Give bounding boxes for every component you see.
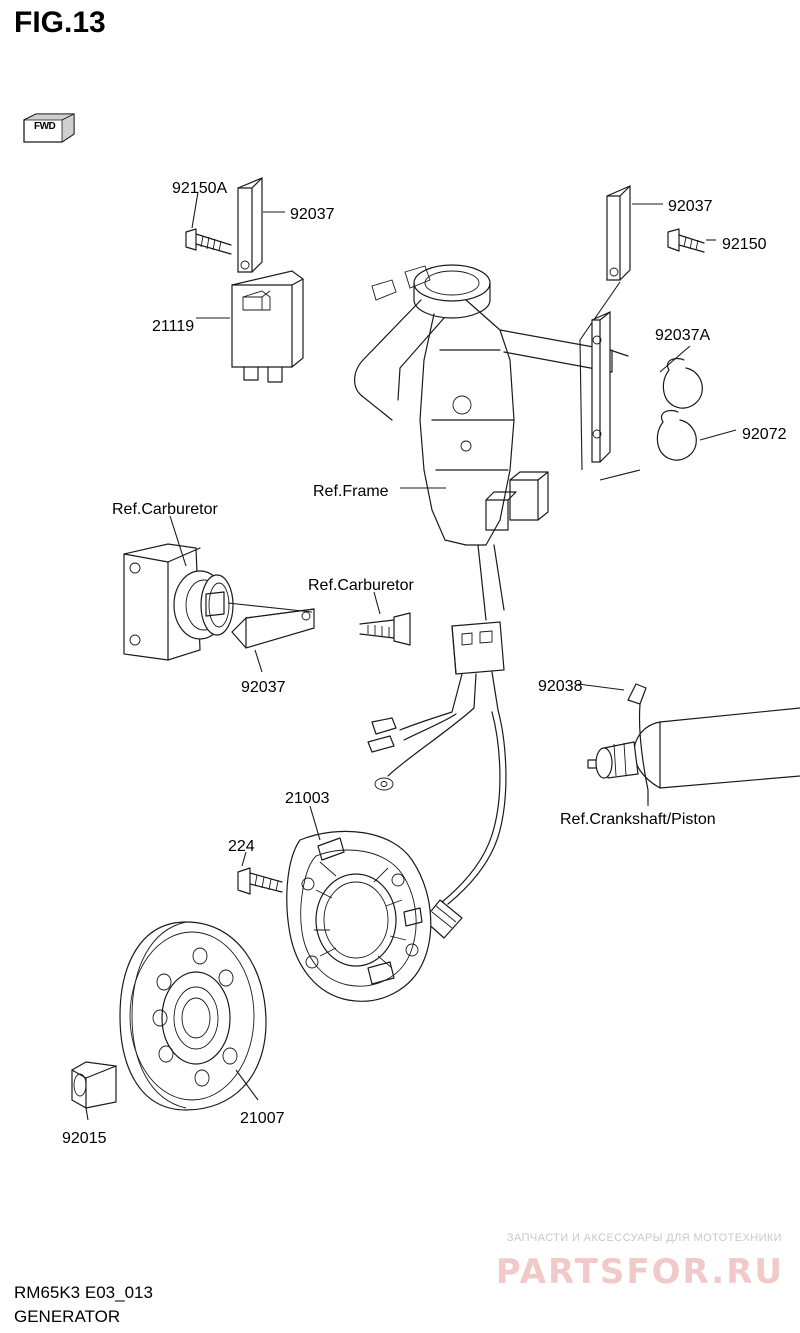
callout-92038: 92038: [538, 678, 583, 695]
page-title: FIG.13: [14, 6, 106, 39]
fwd-badge-label: FWD: [34, 121, 56, 132]
callout-92072: 92072: [742, 426, 787, 443]
part-ref-carburetor-left: [124, 516, 233, 660]
callout-21003: 21003: [285, 790, 330, 807]
callout-21119: 21119: [152, 318, 195, 335]
part-92037-clamp-upper-right: [607, 186, 663, 280]
part-92037-clamp-upper-left: [238, 178, 285, 272]
callout-92037-upper-left: 92037: [290, 206, 335, 223]
watermark-logo: PARTSFOR.RU: [495, 1252, 784, 1292]
callout-224: 224: [228, 838, 255, 855]
part-92015-nut: [72, 1062, 116, 1120]
callout-ref-carburetor-center: Ref.Carburetor: [308, 577, 414, 594]
watermark-tagline: ЗАПЧАСТИ И АКСЕССУАРЫ ДЛЯ МОТОТЕХНИКИ: [506, 1232, 782, 1244]
part-ref-frame: [355, 265, 628, 620]
callout-21007: 21007: [240, 1110, 285, 1127]
part-carburetor-bolt: [360, 592, 410, 645]
callout-ref-carburetor-left: Ref.Carburetor: [112, 501, 218, 518]
part-21007-rotor: [120, 922, 266, 1110]
callout-92150: 92150: [722, 236, 767, 253]
callout-92037-center: 92037: [241, 679, 286, 696]
footer-model-code: RM65K3 E03_013: [14, 1283, 153, 1302]
callout-ref-crankshaft-piston: Ref.Crankshaft/Piston: [560, 811, 716, 828]
callout-92037A: 92037A: [655, 327, 711, 344]
part-92037-clamp-center: [228, 603, 314, 672]
part-21003-stator: [287, 806, 431, 1001]
callout-92150A: 92150A: [172, 180, 228, 197]
part-ref-crankshaft-piston: [578, 684, 800, 806]
callout-ref-frame: Ref.Frame: [313, 483, 389, 500]
callout-92037-upper-right: 92037: [668, 198, 713, 215]
footer-section-name: GENERATOR: [14, 1307, 121, 1326]
part-92072-clips: [600, 358, 736, 480]
part-224-screw: [238, 852, 282, 894]
part-21119-cdi-unit: [232, 271, 303, 382]
callout-92015: 92015: [62, 1130, 107, 1147]
part-92150A-bolt: [186, 192, 231, 254]
